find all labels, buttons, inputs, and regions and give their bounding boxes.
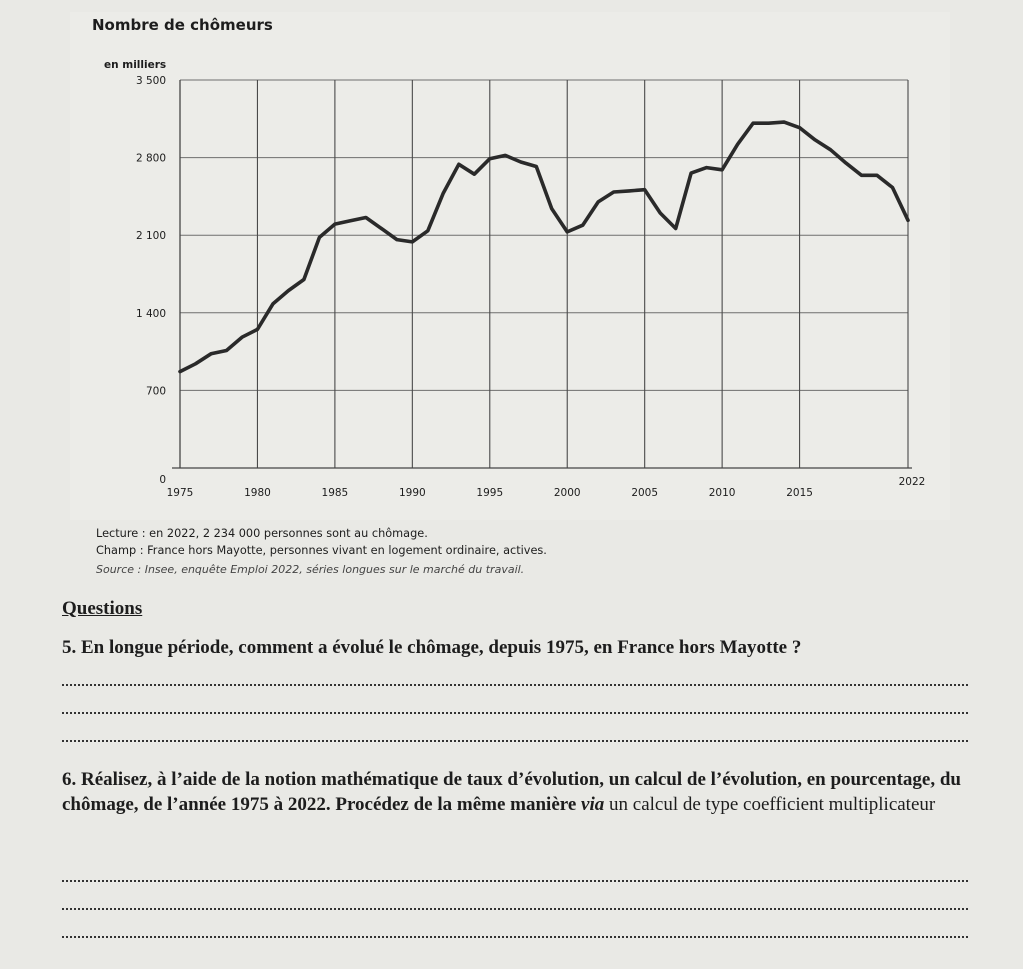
answer-line[interactable] [62,880,968,882]
x-tick-label: 1995 [476,487,504,499]
chart-source-note: Source : Insee, enquête Emploi 2022, séries longues sur le marché du travail. [96,563,525,576]
y-axis-unit-label: en milliers [104,59,167,71]
x-tick-label: 1975 [166,487,194,499]
y-tick-label: 2 800 [135,152,166,165]
y-tick-label: 1 400 [135,307,166,320]
chart-reading-note: Lecture : en 2022, 2 234 000 personnes sont au chômage. [96,527,428,540]
question-6-text-part-1: Réalisez, à l’aide de la notion mathématique de taux d’évolution, un calcul de l’évolution, en pourcentage, du chômage, de l’année 1975 à 2022. Procédez de la même manière [62,769,962,815]
y-tick-label: 700 [145,385,166,398]
x-tick-label: 1985 [321,487,349,499]
x-tick-label: 2000 [553,487,581,499]
y-tick-label: 3 500 [135,75,166,87]
y-tick-label: 2 100 [135,230,166,243]
x-tick-label: 1980 [244,487,271,499]
x-tick-label: 2022 [898,476,926,488]
question-6 [62,767,982,817]
chart-axis-labels [136,75,925,499]
chart-scope-note: Champ : France hors Mayotte, personnes vivant en logement ordinaire, actives. [96,544,547,557]
answer-line[interactable] [62,740,968,742]
question-5-number: 5. [62,637,77,658]
x-tick-label: 2010 [708,487,736,499]
chart-title: Nombre de chômeurs [92,16,273,34]
answer-line[interactable] [62,684,968,686]
question-6-number: 6. [62,769,77,790]
question-5-text: En longue période, comment a évolué le chômage, depuis 1975, en France hors Mayotte ? [81,637,802,658]
answer-line[interactable] [62,908,968,910]
x-tick-label: 1990 [398,487,426,499]
answer-line[interactable] [62,712,968,714]
question-6-text-part-2: un calcul de type coefficient multiplicateur [604,794,936,815]
unemployment-series-line [180,122,908,372]
x-tick-label: 2005 [631,487,659,499]
chart-grid [172,80,912,468]
question-5 [62,635,982,660]
answer-line[interactable] [62,936,968,938]
question-6-via: via [581,794,605,815]
questions-heading: Questions [62,598,143,619]
y-tick-label: 0 [159,474,166,486]
x-tick-label: 2015 [786,487,813,499]
